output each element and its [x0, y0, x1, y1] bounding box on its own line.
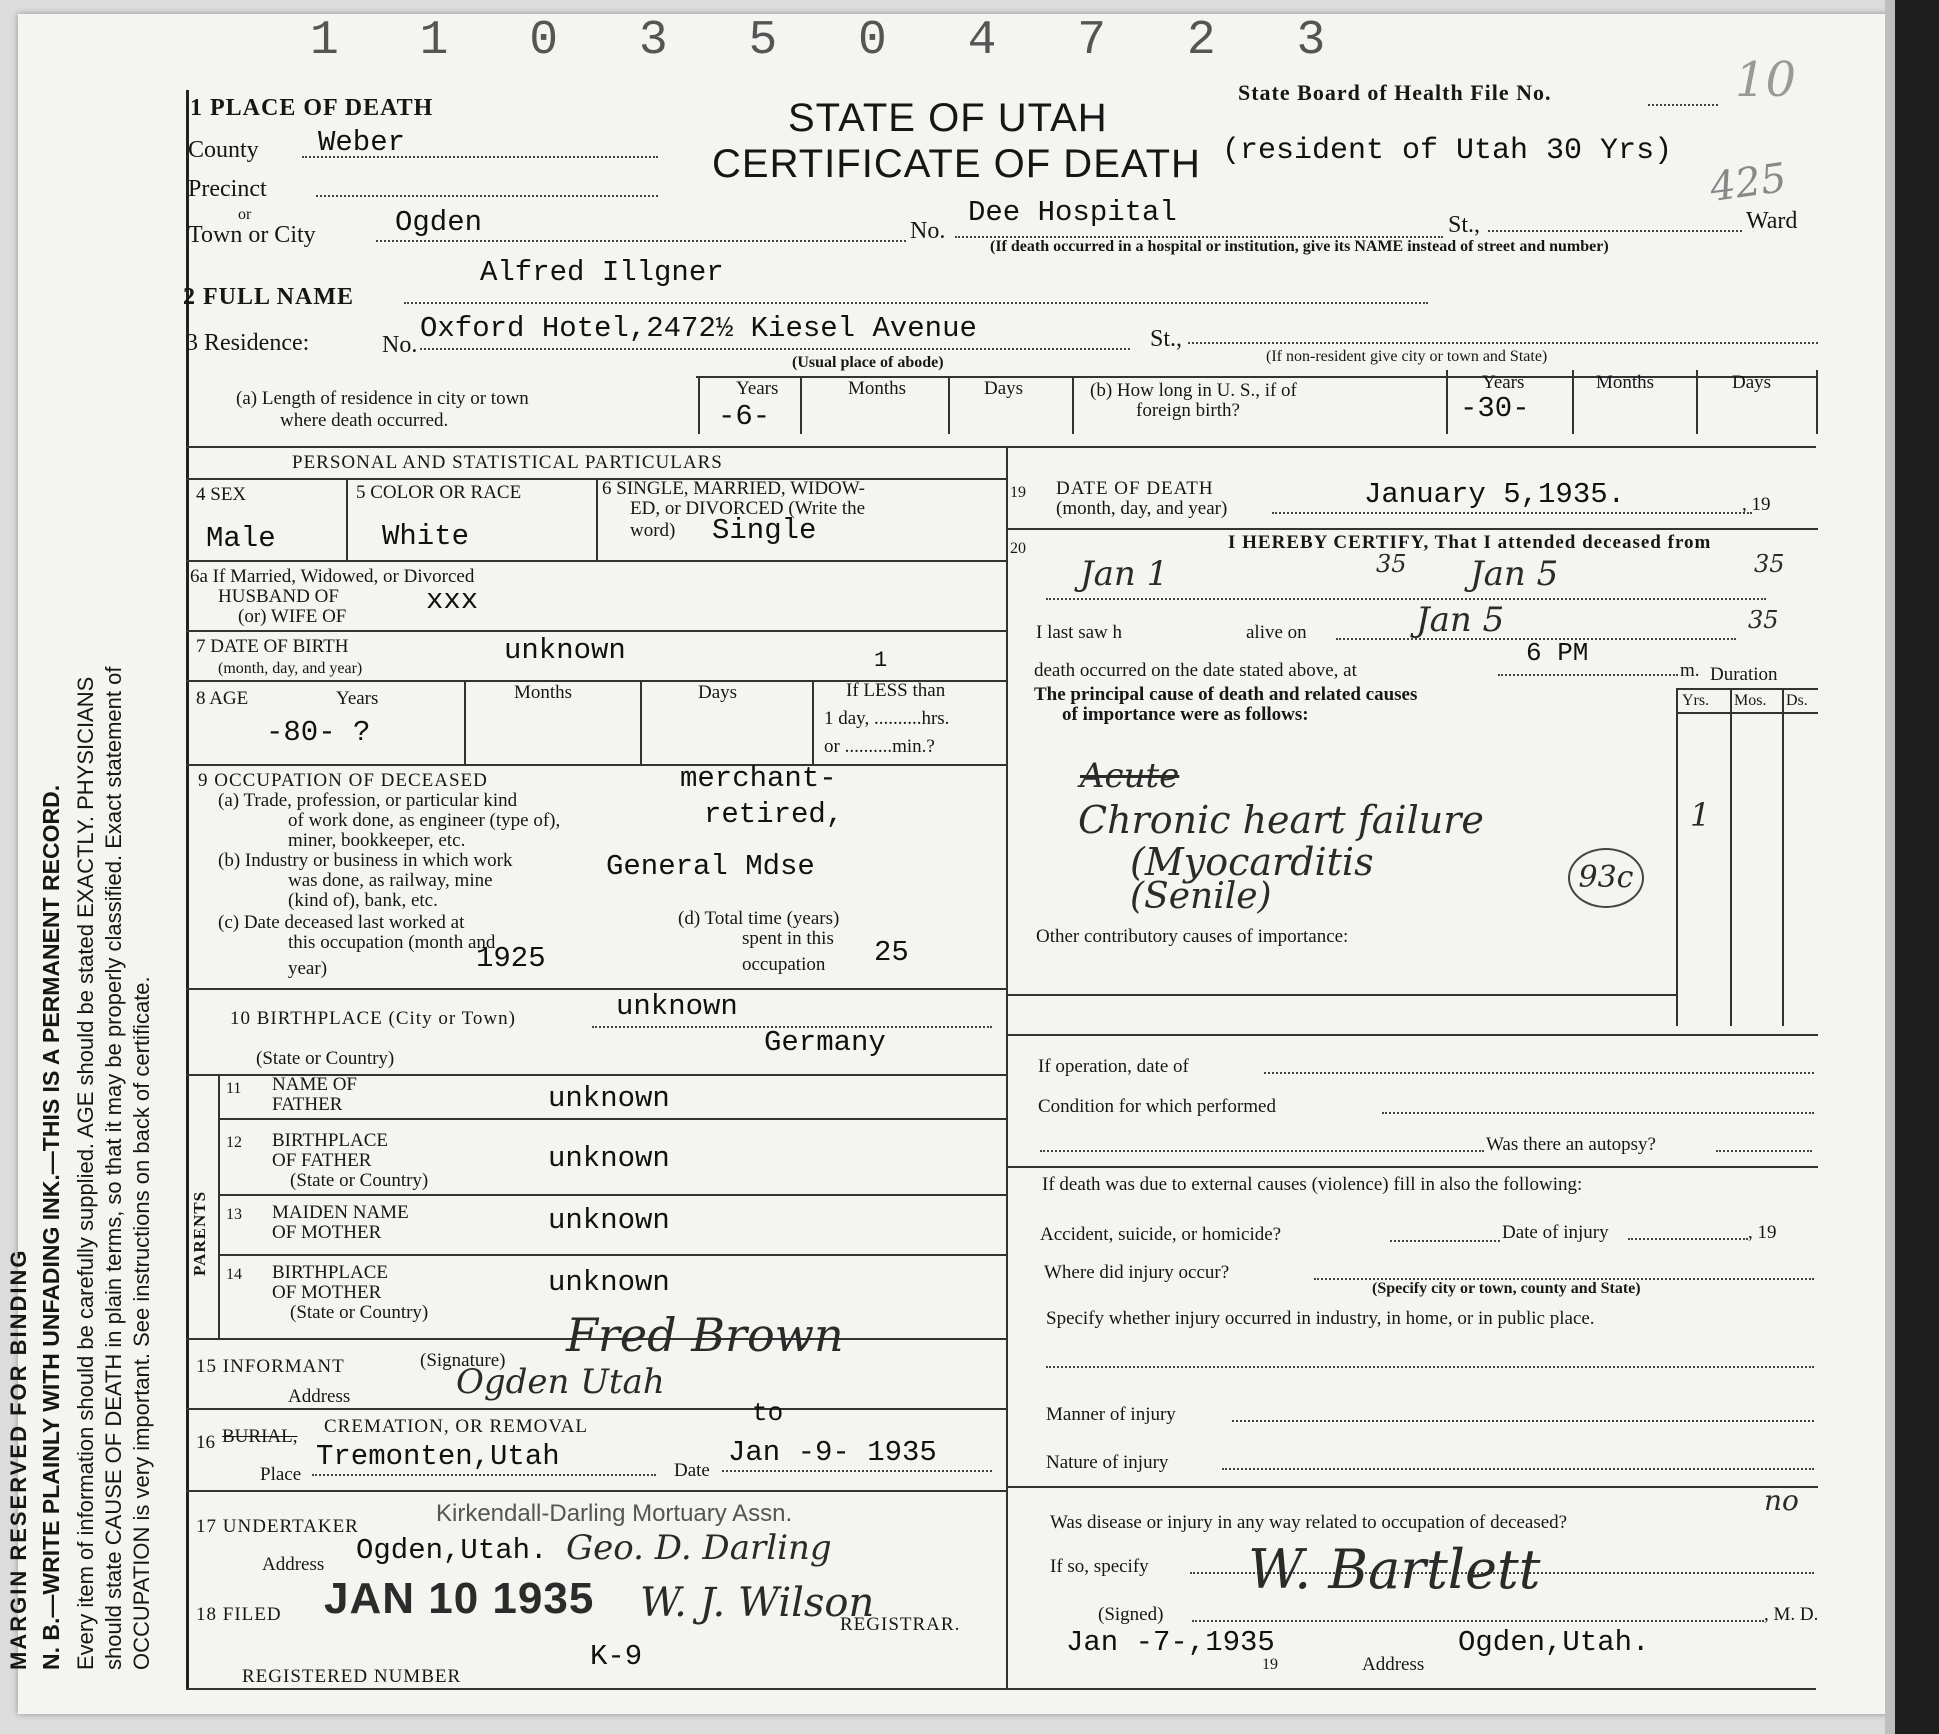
spouse-label-b: HUSBAND OF: [218, 586, 339, 607]
resident-note: (resident of Utah 30 Yrs): [1222, 134, 1673, 168]
length-years-value: -6-: [718, 400, 771, 433]
occupation-d2: spent in this: [742, 928, 834, 949]
us-days-label: Days: [1732, 372, 1772, 393]
if-so-specify-label: If so, specify: [1050, 1556, 1149, 1577]
operation-label: If operation, date of: [1038, 1056, 1189, 1077]
filed-stamp: JAN 10 1935: [324, 1574, 595, 1623]
where-injury-label: Where did injury occur?: [1044, 1262, 1230, 1283]
burial-to: to: [752, 1398, 784, 1428]
occupation-c2: this occupation (month and: [288, 932, 496, 953]
filed-label: 18 FILED: [196, 1604, 282, 1625]
physician-signature: W. Bartlett: [1248, 1538, 1541, 1601]
nonresident-note: (If non-resident give city or town and State): [1266, 348, 1548, 365]
or-label: or: [238, 206, 252, 223]
dob-label: 7 DATE OF BIRTH: [196, 636, 349, 657]
occupation-c3: year): [288, 958, 328, 979]
attended-to: Jan 5: [1470, 554, 1559, 594]
date-of-death-label: DATE OF DEATH: [1056, 478, 1214, 499]
place-heading: 1 PLACE OF DEATH: [190, 95, 434, 121]
duration-label: Duration: [1710, 664, 1778, 685]
md-label: , M. D.: [1764, 1604, 1819, 1625]
informant-label: 15 INFORMANT: [196, 1356, 345, 1377]
marital-label-a: 6 SINGLE, MARRIED, WIDOW-: [602, 478, 865, 499]
undertaker-address: Ogden,Utah.: [356, 1534, 548, 1567]
us-years-value: -30-: [1460, 392, 1530, 425]
county-label: County: [188, 137, 259, 163]
burial-date-label: Date: [674, 1460, 710, 1481]
undertaker-label: 17 UNDERTAKER: [196, 1516, 359, 1537]
occupation-industry-value: General Mdse: [606, 850, 815, 883]
signed-date: Jan -7-,1935: [1066, 1626, 1275, 1659]
mother-birth-label-c: (State or Country): [290, 1302, 429, 1323]
undertaker-address-label: Address: [262, 1554, 325, 1575]
duration-ds-label: Ds.: [1786, 692, 1808, 709]
parents-side-label: PARENTS: [190, 1190, 209, 1276]
occupation-a2: of work done, as engineer (type of),: [288, 810, 561, 831]
informant-sig-label: (Signature): [420, 1350, 506, 1371]
burial-number: 16: [196, 1432, 215, 1453]
sex-label: 4 SEX: [196, 484, 247, 505]
birthplace-label: 10 BIRTHPLACE (City or Town): [230, 1008, 516, 1029]
registrar-label: REGISTRAR.: [840, 1614, 961, 1635]
burial-struck: BURIAL,: [222, 1426, 298, 1447]
abode-note: (Usual place of abode): [792, 354, 944, 371]
mother-name-label-b: OF MOTHER: [272, 1222, 382, 1243]
marital-label-c: word): [630, 520, 676, 541]
occupation-last-worked-value: 1925: [476, 942, 546, 975]
mother-birth-label: BIRTHPLACE: [272, 1262, 389, 1283]
duration-mos-label: Mos.: [1734, 692, 1767, 709]
burial-label: CREMATION, OR REMOVAL: [324, 1416, 588, 1437]
house-no-value: Dee Hospital: [968, 196, 1177, 229]
occupation-b2: was done, as railway, mine: [288, 870, 493, 891]
county-value: Weber: [318, 126, 406, 159]
residence-street-label: St.,: [1150, 326, 1183, 352]
cause-code-circle: 93c: [1568, 848, 1644, 908]
parent-num: 11: [226, 1080, 242, 1097]
father-name-label: NAME OF: [272, 1074, 357, 1095]
age-less-hours: 1 day, ..........hrs.: [824, 708, 950, 729]
residence-value: Oxford Hotel,2472½ Kiesel Avenue: [420, 312, 977, 345]
registered-number-value: K-9: [590, 1640, 643, 1673]
age-value: -80- ?: [266, 716, 371, 749]
item-19: 19: [1010, 484, 1026, 501]
attended-from: Jan 1: [1080, 554, 1169, 594]
hospital-note: (If death occurred in a hospital or institution, give its NAME instead of street and number): [990, 238, 1609, 255]
age-years-label: Years: [336, 688, 379, 709]
last-saw-label: I last saw h: [1036, 622, 1123, 643]
death-occurred-label: death occurred on the date stated above, at: [1034, 660, 1357, 681]
father-name-value: unknown: [548, 1082, 670, 1115]
page-subtitle: CERTIFICATE OF DEATH: [712, 142, 1201, 186]
margin-instructions: [72, 667, 156, 1670]
us-months-label: Months: [1596, 372, 1655, 393]
death-time-value: 6 PM: [1526, 638, 1589, 668]
occupation-trade-value: merchant-: [680, 762, 837, 795]
mother-name-label: MAIDEN NAME: [272, 1202, 409, 1223]
date-of-death-value: January 5,1935.: [1364, 478, 1626, 511]
dob-note: (month, day, and year): [218, 660, 363, 677]
alive-on-year: 35: [1748, 606, 1779, 634]
attended-to-year: 35: [1754, 550, 1785, 578]
occupation-a3: miner, bookkeeper, etc.: [288, 830, 466, 851]
autopsy-label: Was there an autopsy?: [1486, 1134, 1656, 1155]
sex-value: Male: [206, 522, 276, 555]
certify-label: I HEREBY CERTIFY, That I attended deceased from: [1228, 532, 1712, 553]
date-of-death-note: (month, day, and year): [1056, 498, 1228, 519]
occupation-trade-value-2: retired,: [704, 798, 844, 831]
cause-struck: Acute: [1080, 756, 1180, 796]
street-label: St.,: [1448, 212, 1481, 238]
cause-chronic-heart-failure: Chronic heart failure: [1078, 798, 1484, 842]
us-label-a: (b) How long in U. S., if of: [1090, 380, 1297, 401]
father-birth-label-b: OF FATHER: [272, 1150, 372, 1171]
margin-binding-note: MARGIN RESERVED FOR BINDING: [6, 1248, 31, 1670]
margin-number: 425: [1707, 154, 1790, 212]
specify-injury-label: Specify whether injury occurred in industry, in home, or in public place.: [1046, 1308, 1595, 1329]
color-label: 5 COLOR OR RACE: [356, 482, 522, 503]
length-days-label: Days: [984, 378, 1024, 399]
occupation-total-time-value: 25: [874, 936, 909, 969]
page-edge: [1885, 0, 1895, 1734]
father-birth-label: BIRTHPLACE: [272, 1130, 389, 1151]
cause-myocarditis: (Myocarditis: [1130, 840, 1374, 884]
personal-heading: PERSONAL AND STATISTICAL PARTICULARS: [292, 452, 723, 473]
informant-address-label: Address: [288, 1386, 351, 1407]
alive-on-date: Jan 5: [1416, 600, 1505, 640]
birthplace-state-label: (State or Country): [256, 1048, 395, 1069]
age-label: 8 AGE: [196, 688, 249, 709]
registered-number-label: REGISTERED NUMBER: [242, 1666, 462, 1687]
margin-instruction-line: should state CAUSE OF DEATH in plain terms, so that it may be properly classified. Exact statement of: [101, 666, 126, 1670]
mother-name-value: unknown: [548, 1204, 670, 1237]
undertaker-signature: Geo. D. Darling: [566, 1528, 832, 1568]
residence-no-label: No.: [382, 332, 418, 358]
dob-value: unknown: [504, 634, 626, 667]
town-label: Town or City: [188, 222, 316, 248]
occupation-b1: (b) Industry or business in which work: [218, 850, 513, 871]
length-label-b: where death occurred.: [280, 410, 449, 431]
spouse-label-c: (or) WIFE OF: [238, 606, 347, 627]
father-name-label-b: FATHER: [272, 1094, 343, 1115]
mother-birth-label-b: OF MOTHER: [272, 1282, 382, 1303]
age-less-minutes: or ..........min.?: [824, 736, 935, 757]
informant-signature: Fred Brown: [566, 1308, 844, 1362]
burial-place-label: Place: [260, 1464, 302, 1485]
parent-num: 12: [226, 1134, 242, 1151]
father-birth-label-c: (State or Country): [290, 1170, 429, 1191]
occupation-related-value: no: [1764, 1484, 1799, 1517]
occupation-related-label: Was disease or injury in any way related to occupation of deceased?: [1050, 1512, 1568, 1533]
attended-from-year: 35: [1376, 550, 1407, 578]
principal-cause-label: The principal cause of death and related causes: [1034, 684, 1418, 705]
precinct-label: Precinct: [188, 176, 267, 202]
page-binding-edge: [1895, 0, 1939, 1734]
accident-label: Accident, suicide, or homicide?: [1040, 1224, 1282, 1245]
death-time-m-label: m.: [1680, 660, 1700, 681]
injury-year-suffix: , 19: [1748, 1222, 1777, 1243]
physician-address-label: Address: [1362, 1654, 1425, 1675]
external-causes-label: If death was due to external causes (violence) fill in also the following:: [1042, 1174, 1583, 1195]
spouse-label-a: 6a If Married, Widowed, or Divorced: [190, 566, 475, 587]
date-of-death-year-suffix: , 19: [1742, 494, 1771, 515]
dob-mark: 1: [874, 648, 888, 673]
birthplace-country-value: Germany: [764, 1026, 886, 1059]
where-injury-note: (Specify city or town, county and State): [1372, 1280, 1641, 1297]
us-label-b: foreign birth?: [1136, 400, 1240, 421]
principal-cause-label-b: of importance were as follows:: [1062, 704, 1309, 725]
margin-instruction-line: Every item of information should be carefully supplied. AGE should be stated EXACTLY. PHYSICIANS: [73, 676, 98, 1670]
age-days-label: Days: [698, 682, 738, 703]
burial-date-value: Jan -9- 1935: [728, 1436, 937, 1469]
manner-injury-label: Manner of injury: [1046, 1404, 1176, 1425]
full-name-value: Alfred Illgner: [480, 256, 724, 289]
occupation-b3: (kind of), bank, etc.: [288, 890, 438, 911]
margin-instruction-line: OCCUPATION is very important. See instructions on back of certificate.: [129, 976, 154, 1670]
house-no-label: No.: [910, 218, 946, 244]
age-less-label: If LESS than: [846, 680, 946, 701]
page-title: STATE OF UTAH: [788, 96, 1108, 140]
physician-address: Ogden,Utah.: [1458, 1626, 1650, 1659]
serial-number: 1 1 0 3 5 0 4 7 2 3: [310, 14, 1352, 68]
cause-senile: (Senile): [1130, 876, 1272, 917]
parent-num: 14: [226, 1266, 242, 1283]
length-years-label: Years: [736, 378, 779, 399]
birthplace-city-value: unknown: [616, 990, 738, 1023]
condition-label: Condition for which performed: [1038, 1096, 1276, 1117]
signed-19: 19: [1262, 1656, 1278, 1673]
marital-label-b: ED, or DIVORCED (Write the: [630, 498, 866, 519]
color-value: White: [382, 520, 470, 553]
spouse-value: xxx: [426, 584, 479, 617]
age-months-label: Months: [514, 682, 573, 703]
nature-injury-label: Nature of injury: [1046, 1452, 1169, 1473]
occupation-label: 9 OCCUPATION OF DECEASED: [198, 770, 488, 791]
item-20: 20: [1010, 540, 1026, 557]
informant-address: Ogden Utah: [456, 1362, 665, 1402]
length-label-a: (a) Length of residence in city or town: [236, 388, 529, 409]
injury-date-label: Date of injury: [1502, 1222, 1609, 1243]
length-months-label: Months: [848, 378, 907, 399]
other-causes-label: Other contributory causes of importance:: [1036, 926, 1349, 947]
parent-num: 13: [226, 1206, 242, 1223]
occupation-c1: (c) Date deceased last worked at: [218, 912, 465, 933]
us-years-label: Years: [1482, 372, 1525, 393]
file-no-value: 10: [1735, 52, 1797, 108]
ward-label: Ward: [1746, 208, 1798, 234]
marital-value: Single: [712, 514, 817, 547]
file-no-label: State Board of Health File No.: [1238, 80, 1552, 105]
father-birth-value: unknown: [548, 1142, 670, 1175]
duration-yrs-label: Yrs.: [1682, 692, 1710, 709]
undertaker-stamp: Kirkendall-Darling Mortuary Assn.: [436, 1500, 793, 1527]
occupation-d1: (d) Total time (years): [678, 908, 840, 929]
margin-ink-note: N. B.—WRITE PLAINLY WITH UNFADING INK.—THIS IS A PERMANENT RECORD.: [38, 784, 64, 1670]
cause-duration-years: 1: [1690, 796, 1711, 834]
burial-place-value: Tremonten,Utah: [316, 1440, 560, 1473]
occupation-a1: (a) Trade, profession, or particular kind: [218, 790, 518, 811]
mother-birth-value: unknown: [548, 1266, 670, 1299]
full-name-label: 2 FULL NAME: [183, 284, 355, 310]
occupation-d3: occupation: [742, 954, 826, 975]
residence-label: 3 Residence:: [186, 330, 310, 356]
registrar-signature: W. J. Wilson: [640, 1580, 875, 1626]
town-value: Ogden: [395, 206, 483, 239]
signed-label: (Signed): [1098, 1604, 1164, 1625]
alive-on-label: alive on: [1246, 622, 1307, 643]
